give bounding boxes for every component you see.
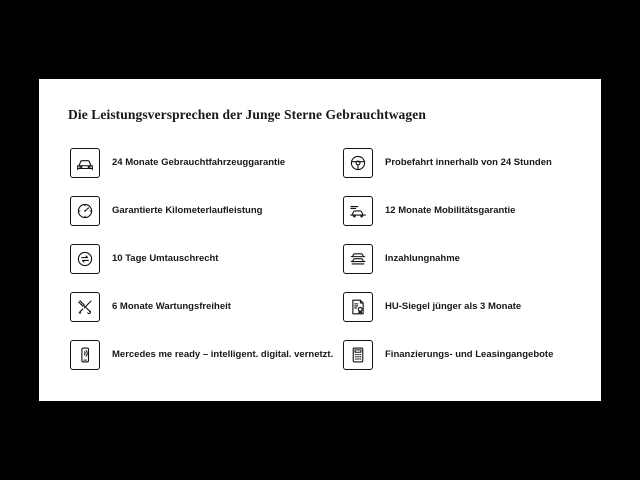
list-item bbox=[343, 187, 601, 235]
list-item-label: 12 Monate Mobilitätsgarantie bbox=[385, 204, 516, 216]
car-front-icon bbox=[70, 148, 100, 178]
page-title: Die Leistungsversprechen der Junge Sterne Gebrauchtwagen bbox=[68, 107, 426, 122]
list-item bbox=[70, 235, 320, 283]
benefits-column-right bbox=[320, 139, 601, 379]
list-item-label: HU-Siegel jünger als 3 Monate bbox=[385, 300, 522, 312]
list-item-label: 10 Tage Umtauschrecht bbox=[112, 252, 219, 264]
list-item bbox=[70, 139, 320, 187]
list-item bbox=[70, 187, 320, 235]
list-item bbox=[70, 331, 334, 379]
list-item bbox=[343, 139, 601, 187]
speedometer-icon bbox=[70, 196, 100, 226]
car-handover-icon bbox=[343, 244, 373, 274]
car-tow-icon bbox=[343, 196, 373, 226]
list-item-label: Garantierte Kilometerlaufleistung bbox=[112, 204, 263, 216]
list-item-label: 6 Monate Wartungsfreiheit bbox=[112, 300, 231, 312]
document-seal-icon bbox=[343, 292, 373, 322]
list-item bbox=[343, 331, 601, 379]
calculator-icon bbox=[343, 340, 373, 370]
list-item bbox=[70, 283, 320, 331]
list-item-label: Mercedes me ready – intelligent. digital. vernetzt. bbox=[112, 348, 334, 360]
list-item bbox=[343, 235, 601, 283]
wrench-screwdriver-icon bbox=[70, 292, 100, 322]
steering-wheel-icon bbox=[343, 148, 373, 178]
benefits-columns bbox=[39, 139, 601, 379]
exchange-arrows-icon bbox=[70, 244, 100, 274]
list-item-label: Inzahlungnahme bbox=[385, 252, 460, 264]
list-item bbox=[343, 283, 601, 331]
smartphone-signal-icon bbox=[70, 340, 100, 370]
benefits-column-left bbox=[39, 139, 334, 379]
list-item-label: Probefahrt innerhalb von 24 Stunden bbox=[385, 156, 552, 168]
list-item-label: Finanzierungs- und Leasingangebote bbox=[385, 348, 554, 360]
benefits-card bbox=[39, 79, 601, 401]
list-item-label: 24 Monate Gebrauchtfahrzeuggarantie bbox=[112, 156, 286, 168]
